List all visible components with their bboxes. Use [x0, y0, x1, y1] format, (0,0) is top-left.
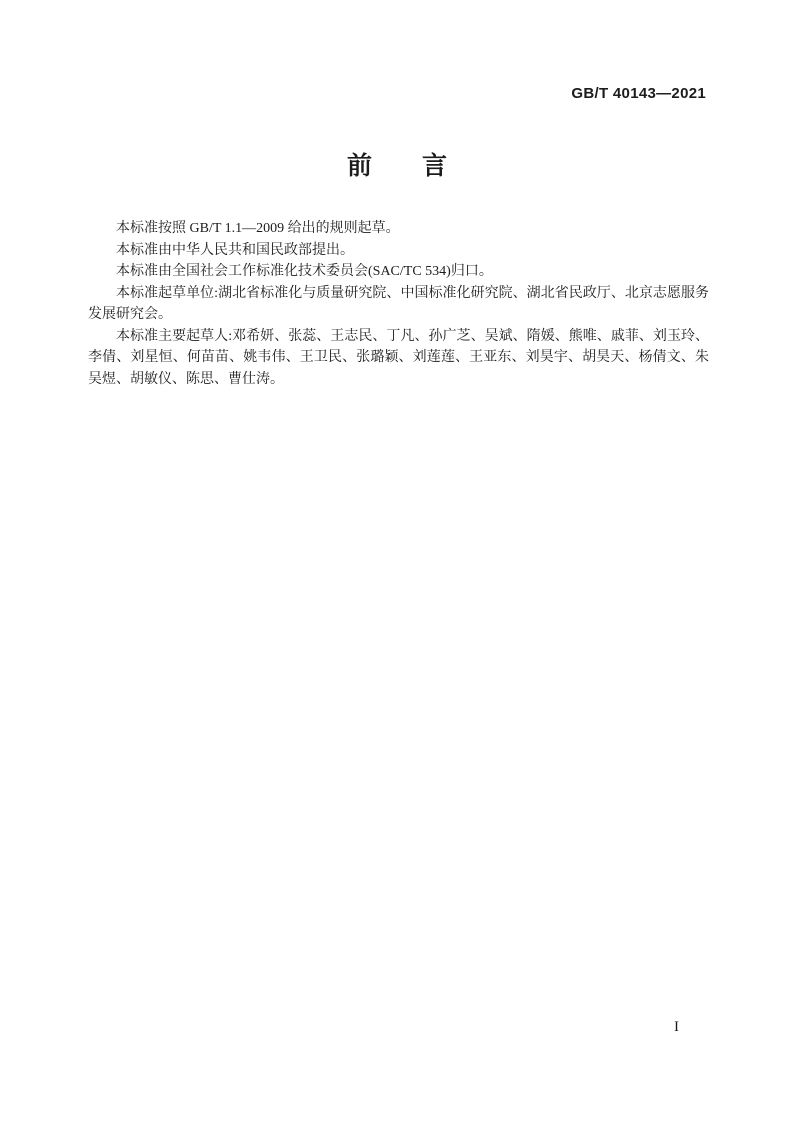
page-number: I [674, 1019, 679, 1035]
page-title: 前 言 [346, 152, 447, 180]
paragraph-drafting-rules: 本标准按照 GB/T 1.1—2009 给出的规则起草。 [116, 221, 400, 236]
foreword-body [88, 218, 709, 390]
standard-code: GB/T 40143—2021 [571, 85, 706, 102]
paragraph-proposed-by: 本标准由中华人民共和国民政部提出。 [116, 242, 354, 258]
paragraph-main-drafters: 本标准主要起草人:邓希妍、张蕊、王志民、丁凡、孙广芝、吴斌、隋媛、熊唯、戚菲、刘玉玲、李倩、刘星恒、何苗苗、姚韦伟、王卫民、张璐颖、刘莲莲、王亚东、刘昊宇、胡昊天、杨倩文、朱吴煜、胡敏仪、陈思、曹仕涛。 [88, 328, 709, 387]
paragraph-drafting-organizations: 本标准起草单位:湖北省标准化与质量研究院、中国标准化研究院、湖北省民政厅、北京志愿服务发展研究会。 [88, 285, 709, 322]
paragraph-committee: 本标准由全国社会工作标准化技术委员会(SAC/TC 534)归口。 [116, 264, 493, 279]
